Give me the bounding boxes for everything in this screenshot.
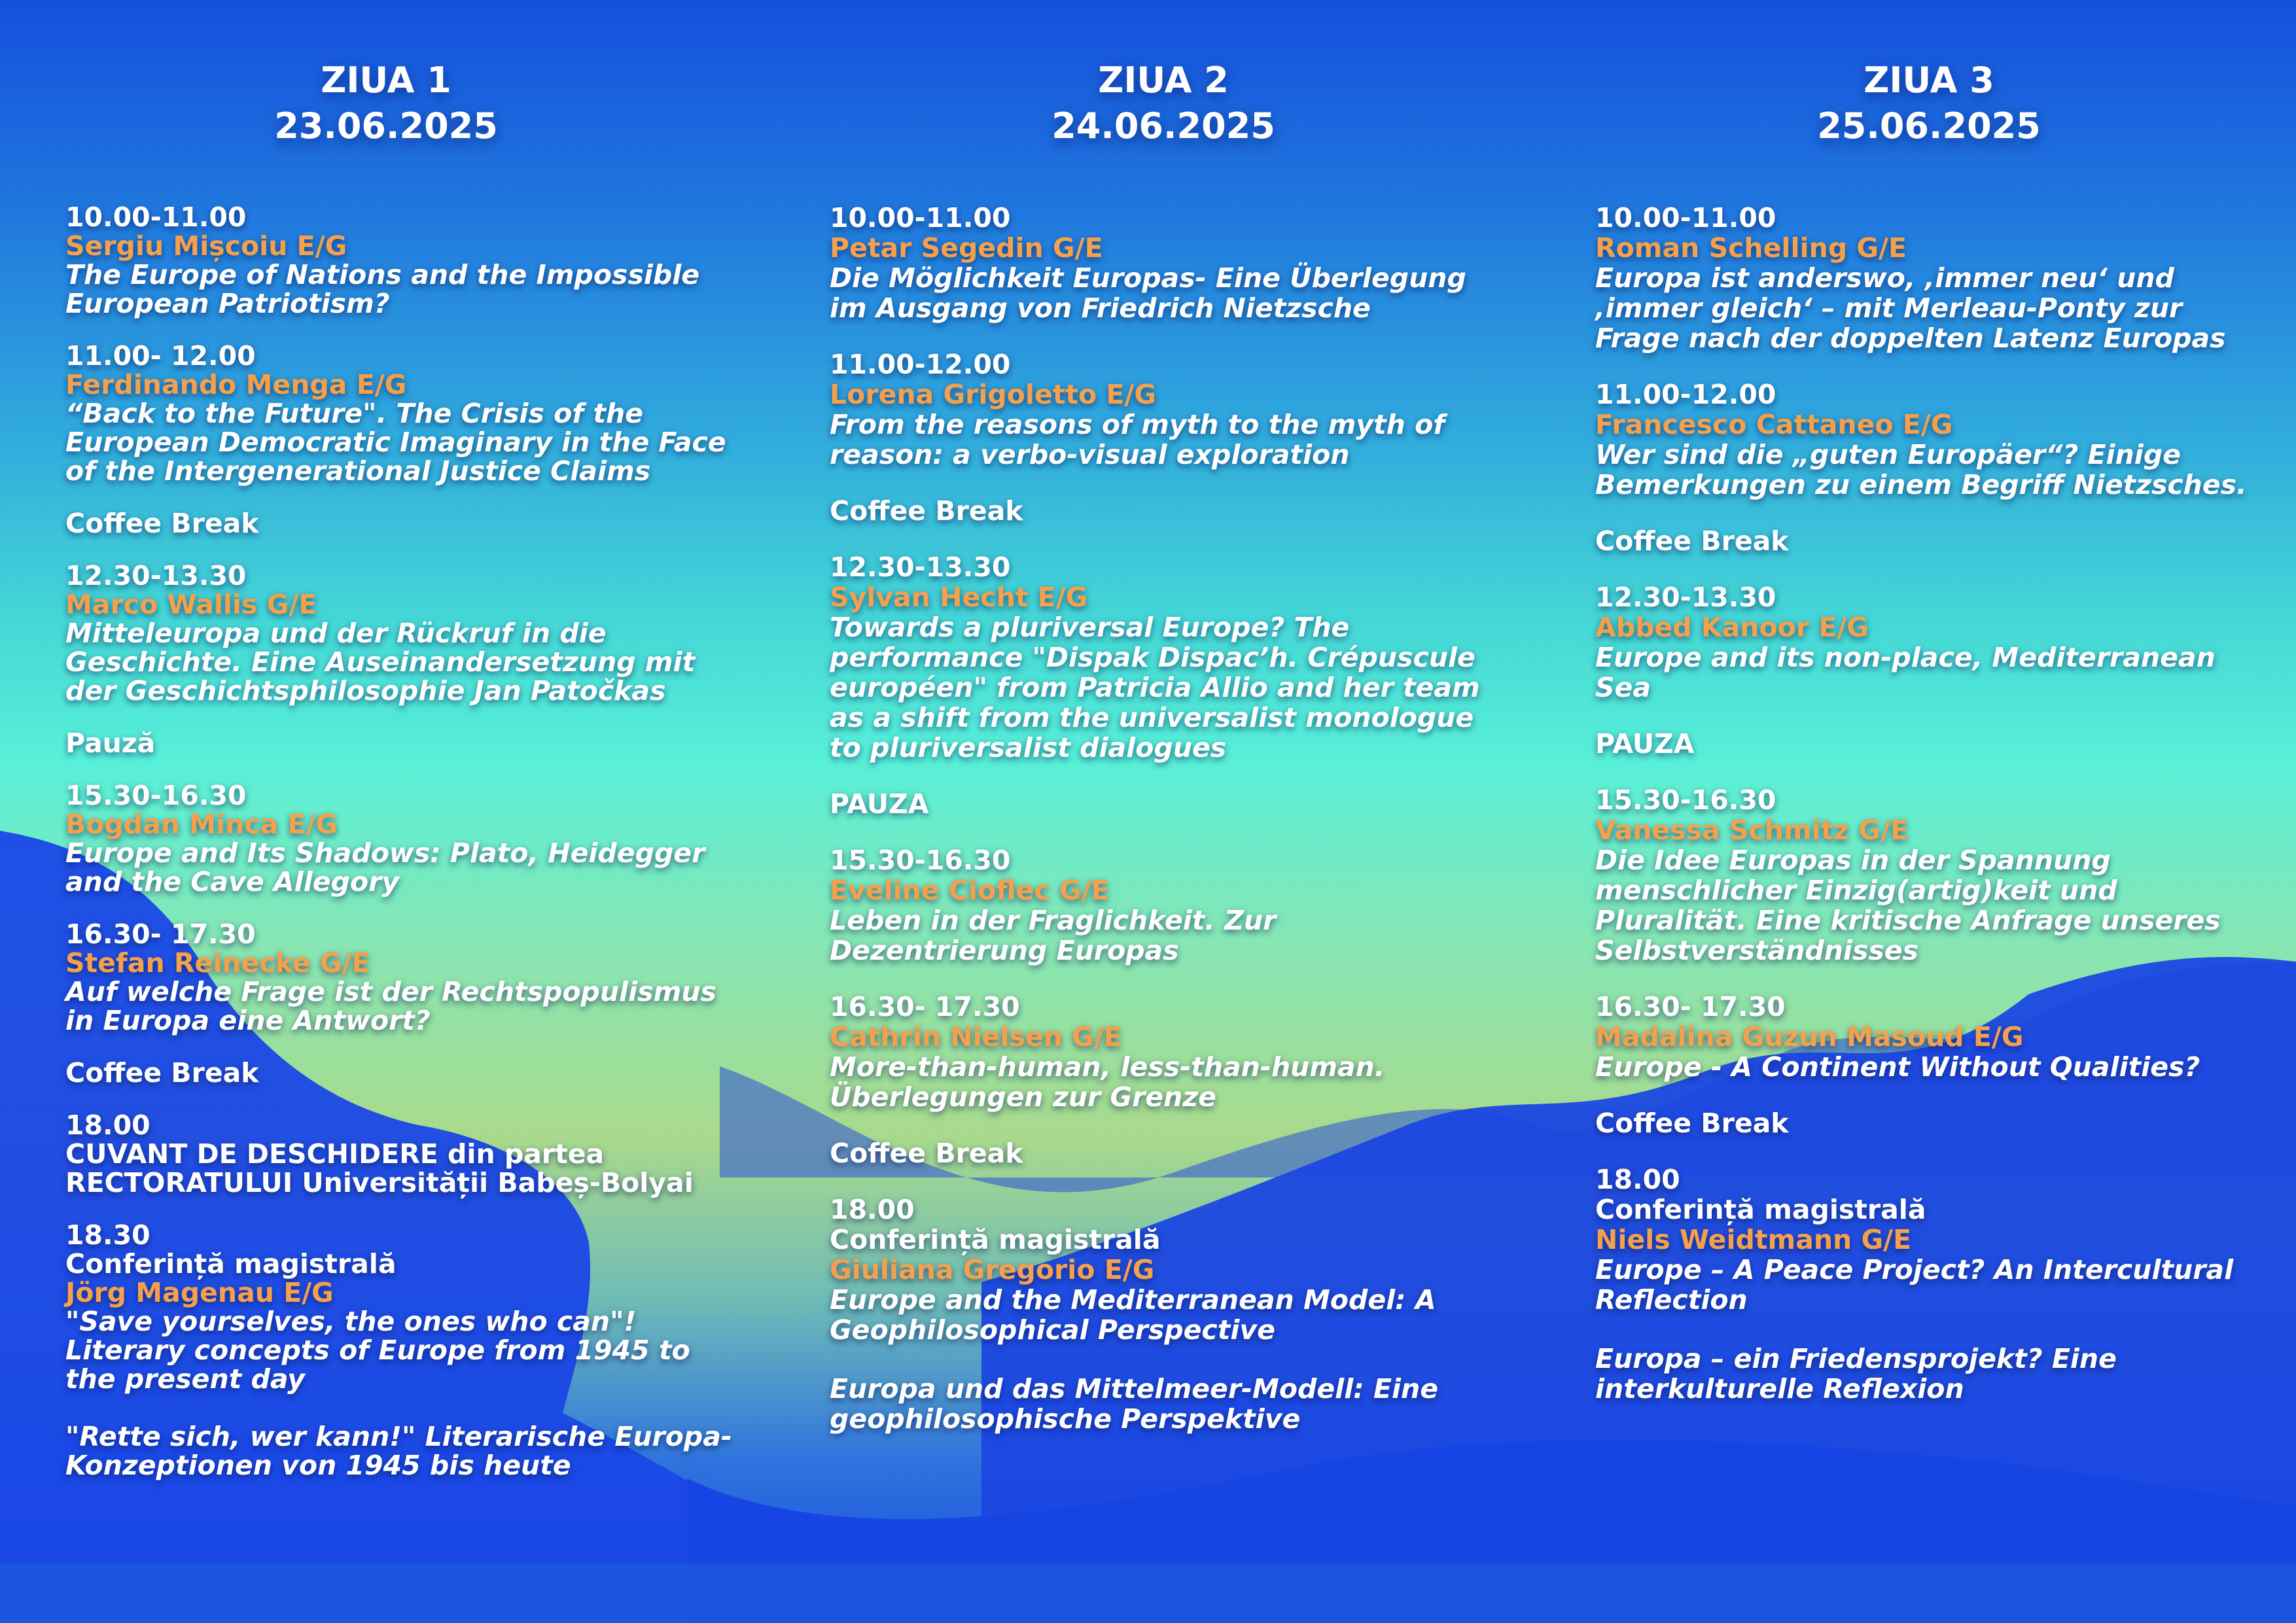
session-title: Die Idee Europas in der Spannung menschlicher Einzig(artig)keit und Pluralität. Eine kritische Anfrage unseres Selbstverständnisses	[1595, 845, 2221, 966]
bottom-glow	[0, 1563, 2296, 1623]
session-title: Europa ist anderswo, ‚immer neu‘ und ‚immer gleich‘ – mit Merleau-Ponty zur Frage nach der doppelten Latenz Europas	[1595, 262, 2226, 354]
session-title: Europe – A Peace Project? An Intercultural Reflection	[1595, 1254, 2234, 1316]
session-speaker: Madalina Guzun Masoud E/G	[1595, 1021, 2024, 1053]
session-time: 15.30-16.30	[830, 845, 1011, 876]
session	[1595, 992, 2263, 1082]
session-speaker: Giuliana Gregorio E/G	[830, 1254, 1155, 1285]
session-speaker: Sylvan Hecht E/G	[830, 582, 1088, 613]
day-3-label: ZIUA 3	[1863, 60, 1994, 101]
session-speaker: Roman Schelling G/E	[1595, 232, 1907, 264]
session	[830, 845, 1497, 966]
day-1-column	[65, 58, 733, 1503]
session-title-translation: Europa – ein Friedensprojekt? Eine interkulturelle Reflexion	[1595, 1343, 2117, 1405]
session-time: 10.00-11.00	[65, 201, 247, 233]
session	[830, 203, 1497, 323]
session-time: 16.30- 17.30	[1595, 991, 1786, 1022]
session	[65, 203, 733, 318]
session-time: 18.00	[830, 1194, 915, 1225]
day-3-column	[1595, 58, 2263, 1430]
break-label: PAUZA	[830, 788, 929, 820]
session-time: 10.00-11.00	[1595, 202, 1776, 234]
session-speaker: Bogdan Minca E/G	[65, 809, 338, 840]
break-label: PAUZA	[1595, 728, 1695, 759]
break-label: Coffee Break	[830, 1138, 1023, 1169]
session-heading: CUVANT DE DESCHIDERE din partea RECTORATULUI Universității Babeș-Bolyai	[65, 1138, 694, 1198]
session-time: 16.30- 17.30	[830, 991, 1020, 1022]
session	[830, 992, 1497, 1112]
day-1-date: 23.06.2025	[274, 105, 498, 147]
session-time: 12.30-13.30	[1595, 582, 1776, 613]
session-title: Leben in der Fraglichkeit. Zur Dezentrierung Europas	[830, 905, 1277, 966]
session-title: Towards a pluriversal Europe? The performance "Dispak Dispac’h. Crépuscule européen" from Patricia Allio and her team as a shift from the universalist monologue to pluriversalist dialogues	[830, 612, 1480, 763]
session-title: Auf welche Frage ist der Rechtspopulismus in Europa eine Antwort?	[65, 976, 716, 1036]
session-speaker: Sergiu Mișcoiu E/G	[65, 230, 347, 262]
session	[830, 349, 1497, 470]
break-label: Pauză	[65, 727, 156, 759]
session-title-translation: Europa und das Mittelmeer-Modell: Eine geophilosophische Perspektive	[830, 1373, 1439, 1435]
day-2-column	[830, 58, 1497, 1460]
session-speaker: Cathrin Nielsen G/E	[830, 1021, 1122, 1053]
break-label: Coffee Break	[1595, 1108, 1789, 1139]
keynote-session	[830, 1195, 1497, 1434]
session-speaker: Marco Wallis G/E	[65, 589, 317, 620]
session-title: From the reasons of myth to the myth of reason: a verbo-visual exploration	[830, 409, 1445, 470]
session-title: Europe - A Continent Without Qualities?	[1595, 1051, 2200, 1083]
session-speaker: Abbed Kanoor E/G	[1595, 612, 1869, 643]
session-time: 10.00-11.00	[830, 202, 1011, 234]
session-title: "Save yourselves, the ones who can"! Literary concepts of Europe from 1945 to the present day	[65, 1306, 690, 1395]
day-2-header	[751, 58, 1576, 149]
break-label: Coffee Break	[65, 508, 259, 539]
session-title: “Back to the Future". The Crisis of the European Democratic Imaginary in the Face of the Intergenerational Justice Claims	[65, 398, 726, 487]
session	[65, 561, 733, 705]
session-speaker: Francesco Cattaneo E/G	[1595, 409, 1953, 440]
break-label: Coffee Break	[1595, 525, 1789, 557]
session	[1595, 785, 2263, 966]
session-time: 11.00-12.00	[830, 349, 1011, 380]
session	[1595, 582, 2263, 703]
session-speaker: Niels Weidtmann G/E	[1595, 1224, 1912, 1255]
session-speaker: Eveline Cioflec G/E	[830, 875, 1110, 906]
session	[1595, 203, 2263, 353]
session-title: Wer sind die „guten Europäer“? Einige Bemerkungen zu einem Begriff Nietzsches.	[1595, 439, 2247, 500]
day-1-header	[0, 58, 772, 149]
session-time: 18.00	[1595, 1164, 1680, 1195]
keynote-session	[1595, 1164, 2263, 1404]
session-speaker: Jörg Magenau E/G	[65, 1277, 334, 1308]
session-time: 16.30- 17.30	[65, 918, 256, 950]
session-heading: Conferință magistrală	[1595, 1194, 1926, 1225]
session-title: Europe and Its Shadows: Plato, Heidegger and the Cave Allegory	[65, 837, 705, 898]
session-time: 12.30-13.30	[65, 560, 247, 591]
session-time: 11.00- 12.00	[65, 340, 256, 372]
session-title: Mitteleuropa und der Rückruf in die Geschichte. Eine Auseinandersetzung mit der Geschichtsphilosophie Jan Patočkas	[65, 618, 696, 707]
break-label: Coffee Break	[830, 495, 1023, 527]
session-time: 18.30	[65, 1219, 150, 1251]
opening-session	[65, 1111, 733, 1197]
session-title: Europe and the Mediterranean Model: A Geophilosophical Perspective	[830, 1284, 1436, 1346]
session-title: Die Möglichkeit Europas- Eine Überlegung im Ausgang von Friedrich Nietzsche	[830, 262, 1466, 324]
day-3-date: 25.06.2025	[1817, 105, 2041, 147]
session-title: The Europe of Nations and the Impossible European Patriotism?	[65, 259, 700, 319]
session-time: 15.30-16.30	[1595, 784, 1776, 816]
break-label: Coffee Break	[65, 1057, 259, 1089]
session	[830, 552, 1497, 763]
session	[1595, 379, 2263, 500]
session	[65, 781, 733, 896]
day-3-header	[1517, 58, 2296, 149]
session-speaker: Stefan Reinecke G/E	[65, 947, 370, 979]
session-time: 12.30-13.30	[830, 551, 1011, 583]
session-title: More-than-human, less-than-human. Überlegungen zur Grenze	[830, 1051, 1385, 1113]
session-speaker: Ferdinando Menga E/G	[65, 369, 407, 400]
session-time: 11.00-12.00	[1595, 379, 1776, 410]
session-speaker: Lorena Grigoletto E/G	[830, 379, 1157, 410]
session-speaker: Vanessa Schmitz G/E	[1595, 814, 1909, 846]
session-title: Europe and its non-place, Mediterranean Sea	[1595, 642, 2216, 703]
session	[65, 341, 733, 485]
day-2-label: ZIUA 2	[1098, 60, 1229, 101]
session-heading: Conferință magistrală	[65, 1248, 397, 1280]
session-heading: Conferință magistrală	[830, 1224, 1161, 1255]
session-title-translation: "Rette sich, wer kann!" Literarische Europa-Konzeptionen von 1945 bis heute	[65, 1421, 732, 1481]
keynote-session	[65, 1221, 733, 1480]
session-speaker: Petar Segedin G/E	[830, 232, 1103, 264]
session-time: 15.30-16.30	[65, 780, 247, 811]
session	[65, 920, 733, 1035]
session-time: 18.00	[65, 1109, 150, 1141]
day-1-label: ZIUA 1	[321, 60, 451, 101]
day-2-date: 24.06.2025	[1051, 105, 1275, 147]
